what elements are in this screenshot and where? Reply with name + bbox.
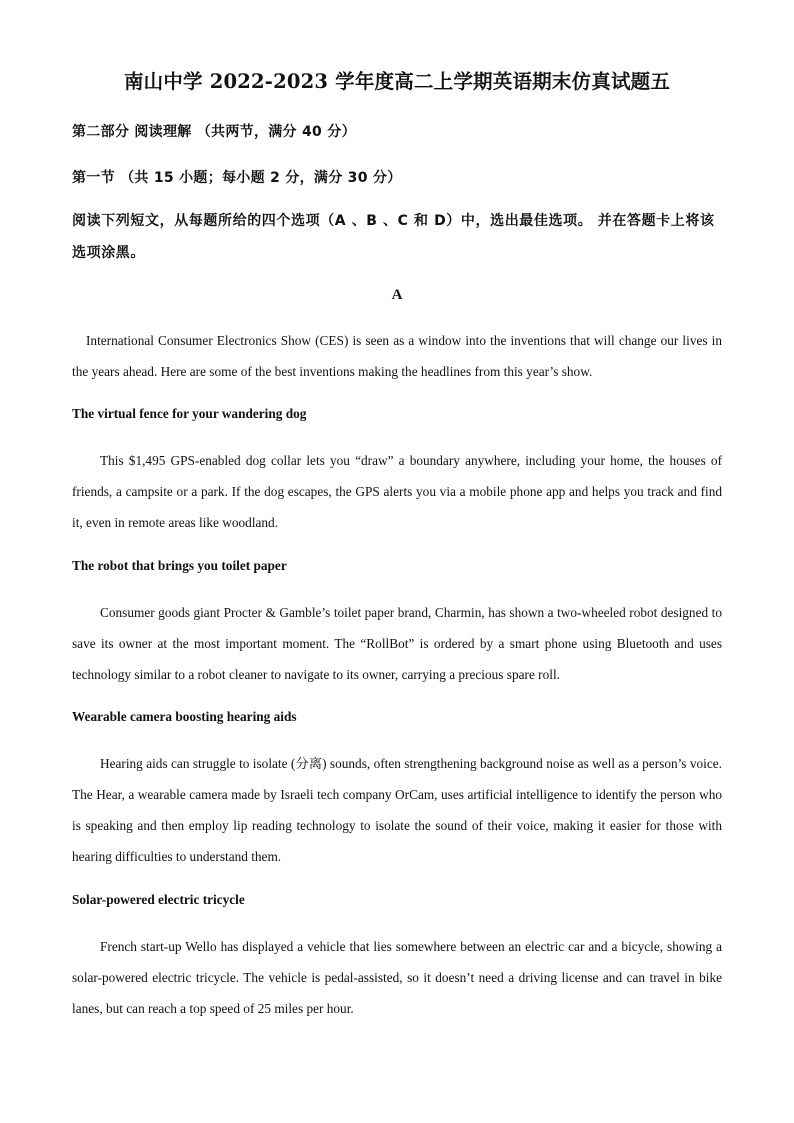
page-title: 南山中学 2022-2023 学年度高二上学期英语期末仿真试题五: [123, 70, 671, 93]
item-paragraph: This $1,495 GPS-enabled dog collar lets you “draw” a boundary anywhere, including your home, the houses of friends, a campsite or a park. If the dog escapes, the GPS alerts you via a mobile phone app and helps you track and find it, even in remote areas like woodland.: [72, 453, 722, 530]
item-paragraph: French start-up Wello has displayed a vehicle that lies somewhere between an electric car and a bicycle, showing a solar-powered electric tricycle. The vehicle is pedal-assisted, so it doesn’t need a driving license and can travel in bike lanes, but can reach a top speed of 25 miles per hour.: [72, 939, 722, 1016]
item-paragraph: Hearing aids can struggle to isolate (分离) sounds, often strengthening background noise as well as a person’s voice. The Hear, a wearable camera made by Israeli tech company OrCam, uses artificial intelligence to identify the person who is speaking and then employ lip reading technology to isolate the sound of their voice, making it easier for those with hearing difficulties to understand them.: [72, 756, 722, 864]
item-heading: The virtual fence for your wandering dog: [72, 406, 307, 421]
part-heading: 第二部分 阅读理解 （共两节，满分 40 分）: [72, 124, 356, 140]
item-paragraph: Consumer goods giant Procter & Gamble’s toilet paper brand, Charmin, has shown a two-wheeled robot designed to save its owner at the most important moment. The “RollBot” is ordered by a smart phone using Bluetooth and uses technology similar to a robot cleaner to navigate to its owner, carrying a precious spare roll.: [72, 605, 722, 682]
passage-label: A: [391, 287, 403, 303]
instructions: 阅读下列短文，从每题所给的四个选项（A 、B 、C 和 D）中，选出最佳选项。 并在答题卡上将该选项涂黑。: [72, 213, 715, 261]
intro-paragraph: International Consumer Electronics Show (CES) is seen as a window into the inventions that will change our lives in the years ahead. Here are some of the best inventions making the headlines from this year’s show.: [72, 333, 722, 379]
section-heading: 第一节 （共 15 小题；每小题 2 分，满分 30 分）: [72, 170, 402, 186]
item-heading: Wearable camera boosting hearing aids: [72, 709, 297, 724]
item-heading: The robot that brings you toilet paper: [72, 558, 287, 573]
item-heading: Solar-powered electric tricycle: [72, 892, 245, 907]
